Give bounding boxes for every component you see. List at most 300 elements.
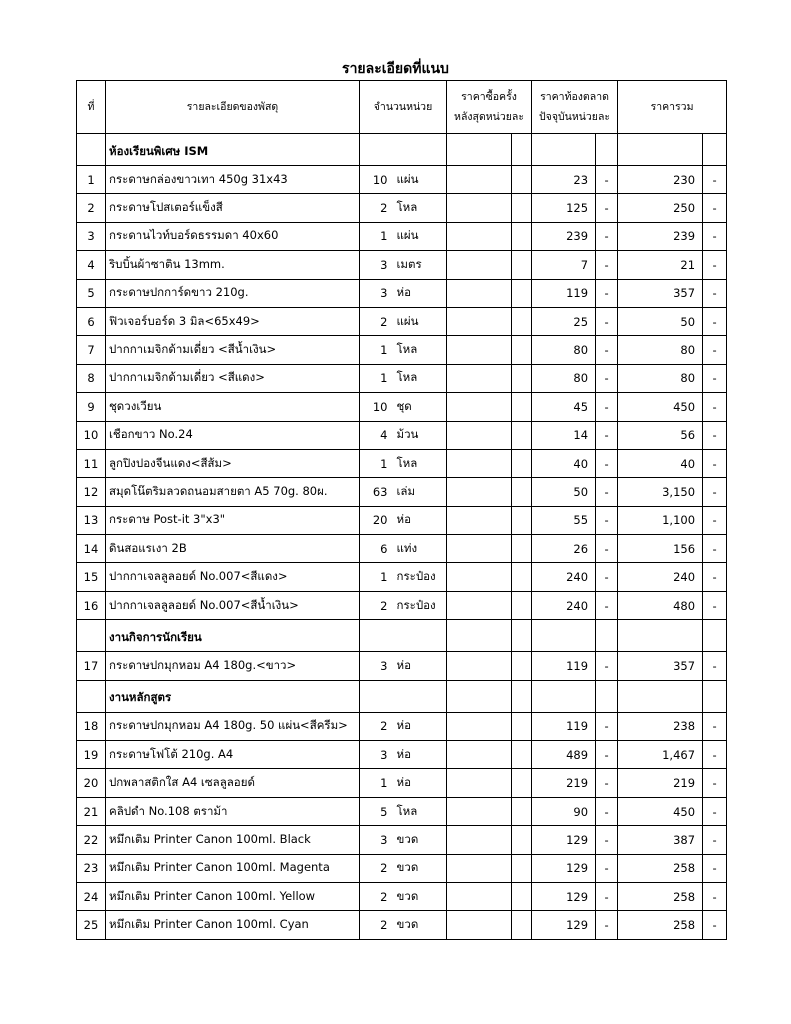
market-price-value: 119 [532, 279, 596, 307]
item-quantity: 1 [360, 336, 392, 364]
last-price-decimal [512, 911, 532, 939]
last-price-decimal [512, 166, 532, 194]
item-description: ฟิวเจอร์บอร์ด 3 มิล<65x49> [106, 307, 360, 335]
table-row [77, 336, 727, 364]
last-price-decimal [512, 535, 532, 563]
last-price-value [447, 449, 512, 477]
last-price-value [447, 591, 512, 619]
row-number: 13 [77, 506, 106, 534]
item-quantity: 10 [360, 393, 392, 421]
table-row [77, 882, 727, 910]
market-price-decimal: - [596, 563, 618, 591]
last-price-value [447, 336, 512, 364]
table-row [77, 652, 727, 680]
market-price-decimal: - [596, 336, 618, 364]
last-price-decimal [512, 826, 532, 854]
table-row [77, 307, 727, 335]
market-price-decimal: - [596, 251, 618, 279]
section-row [77, 620, 727, 652]
total-decimal: - [703, 563, 727, 591]
total-decimal: - [703, 826, 727, 854]
table-row [77, 506, 727, 534]
last-price-value [447, 563, 512, 591]
market-price-decimal: - [596, 449, 618, 477]
item-description: หมึกเติม Printer Canon 100ml. Cyan [106, 911, 360, 939]
row-number: 18 [77, 712, 106, 740]
row-number: 14 [77, 535, 106, 563]
market-price-decimal: - [596, 911, 618, 939]
section-empty-cell [596, 620, 618, 652]
section-no-cell [77, 680, 106, 712]
total-decimal: - [703, 591, 727, 619]
section-empty-cell [532, 134, 596, 166]
market-price-value: 90 [532, 797, 596, 825]
table-row [77, 251, 727, 279]
row-number: 20 [77, 769, 106, 797]
table-row [77, 421, 727, 449]
total-value: 250 [618, 194, 703, 222]
total-value: 450 [618, 797, 703, 825]
last-price-decimal [512, 591, 532, 619]
item-description: กระดาษโฟโต้ 210g. A4 [106, 741, 360, 769]
item-description: หมึกเติม Printer Canon 100ml. Black [106, 826, 360, 854]
item-quantity: 3 [360, 279, 392, 307]
item-description: กระดาษกล่องขาวเทา 450g 31x43 [106, 166, 360, 194]
total-decimal: - [703, 535, 727, 563]
item-quantity: 2 [360, 712, 392, 740]
total-decimal: - [703, 194, 727, 222]
table-row [77, 591, 727, 619]
materials-table [76, 80, 727, 940]
market-price-decimal: - [596, 591, 618, 619]
row-number: 17 [77, 652, 106, 680]
total-decimal: - [703, 712, 727, 740]
market-price-decimal: - [596, 194, 618, 222]
market-price-decimal: - [596, 854, 618, 882]
item-quantity: 2 [360, 307, 392, 335]
table-row [77, 393, 727, 421]
section-row [77, 680, 727, 712]
market-price-value: 50 [532, 478, 596, 506]
total-value: 387 [618, 826, 703, 854]
last-price-decimal [512, 364, 532, 392]
total-value: 258 [618, 882, 703, 910]
row-number: 11 [77, 449, 106, 477]
item-description: ริบบิ้นผ้าซาติน 13mm. [106, 251, 360, 279]
total-decimal: - [703, 741, 727, 769]
total-value: 219 [618, 769, 703, 797]
last-price-value [447, 911, 512, 939]
last-price-value [447, 826, 512, 854]
item-unit: ขวด [392, 911, 447, 939]
table-row [77, 911, 727, 939]
item-quantity: 3 [360, 652, 392, 680]
item-description: ลูกปิงปองจีนแดง<สีส้ม> [106, 449, 360, 477]
header-item: รายละเอียดของพัสดุ [106, 81, 360, 134]
item-unit: ห่อ [392, 769, 447, 797]
total-value: 50 [618, 307, 703, 335]
market-price-decimal: - [596, 769, 618, 797]
total-value: 156 [618, 535, 703, 563]
item-quantity: 2 [360, 194, 392, 222]
row-number: 9 [77, 393, 106, 421]
header-market-price-line2: ปัจจุบันหน่วยละ [539, 111, 611, 123]
item-quantity: 2 [360, 854, 392, 882]
section-title: งานหลักสูตร [106, 680, 360, 712]
total-decimal: - [703, 911, 727, 939]
market-price-value: 7 [532, 251, 596, 279]
last-price-decimal [512, 563, 532, 591]
market-price-decimal: - [596, 712, 618, 740]
section-empty-cell [447, 620, 512, 652]
item-description: หมึกเติม Printer Canon 100ml. Magenta [106, 854, 360, 882]
market-price-decimal: - [596, 307, 618, 335]
item-quantity: 20 [360, 506, 392, 534]
item-unit: กระป๋อง [392, 591, 447, 619]
total-decimal: - [703, 336, 727, 364]
total-decimal: - [703, 364, 727, 392]
section-empty-cell [360, 620, 392, 652]
section-empty-cell [703, 680, 727, 712]
table-row [77, 279, 727, 307]
row-number: 24 [77, 882, 106, 910]
table-row [77, 478, 727, 506]
item-unit: โหล [392, 336, 447, 364]
market-price-decimal: - [596, 279, 618, 307]
item-quantity: 63 [360, 478, 392, 506]
item-unit: ม้วน [392, 421, 447, 449]
item-description: กระดาษ Post-it 3"x3" [106, 506, 360, 534]
section-empty-cell [618, 620, 703, 652]
table-body [77, 134, 727, 940]
item-unit: แผ่น [392, 222, 447, 250]
section-empty-cell [512, 620, 532, 652]
item-quantity: 6 [360, 535, 392, 563]
item-unit: โหล [392, 449, 447, 477]
item-quantity: 4 [360, 421, 392, 449]
last-price-value [447, 535, 512, 563]
last-price-value [447, 882, 512, 910]
market-price-value: 239 [532, 222, 596, 250]
total-value: 230 [618, 166, 703, 194]
market-price-value: 45 [532, 393, 596, 421]
item-quantity: 2 [360, 591, 392, 619]
market-price-decimal: - [596, 506, 618, 534]
item-quantity: 3 [360, 826, 392, 854]
table-row [77, 826, 727, 854]
section-empty-cell [447, 134, 512, 166]
item-unit: เล่ม [392, 478, 447, 506]
item-description: ปากกาเมจิกด้ามเดี่ยว <สีน้ำเงิน> [106, 336, 360, 364]
section-empty-cell [512, 134, 532, 166]
last-price-value [447, 421, 512, 449]
last-price-decimal [512, 478, 532, 506]
table-header-row [77, 81, 727, 134]
item-quantity: 1 [360, 364, 392, 392]
document-title: รายละเอียดที่แนบ [342, 61, 449, 77]
last-price-decimal [512, 769, 532, 797]
last-price-value [447, 652, 512, 680]
row-number: 19 [77, 741, 106, 769]
last-price-decimal [512, 421, 532, 449]
market-price-value: 240 [532, 563, 596, 591]
table-row [77, 741, 727, 769]
section-title: งานกิจการนักเรียน [106, 620, 360, 652]
row-number: 4 [77, 251, 106, 279]
market-price-value: 23 [532, 166, 596, 194]
last-price-decimal [512, 712, 532, 740]
item-unit: ขวด [392, 826, 447, 854]
item-description: กระดาษปกการ์ดขาว 210g. [106, 279, 360, 307]
section-empty-cell [532, 680, 596, 712]
market-price-value: 129 [532, 854, 596, 882]
section-empty-cell [360, 134, 392, 166]
last-price-value [447, 478, 512, 506]
item-quantity: 2 [360, 882, 392, 910]
item-unit: เมตร [392, 251, 447, 279]
total-decimal: - [703, 506, 727, 534]
total-value: 238 [618, 712, 703, 740]
last-price-value [447, 506, 512, 534]
last-price-decimal [512, 797, 532, 825]
section-empty-cell [596, 134, 618, 166]
last-price-value [447, 251, 512, 279]
market-price-value: 119 [532, 652, 596, 680]
item-description: ปกพลาสติกใส A4 เซลลูลอยด์ [106, 769, 360, 797]
last-price-decimal [512, 194, 532, 222]
table-row [77, 854, 727, 882]
item-quantity: 3 [360, 741, 392, 769]
market-price-decimal: - [596, 797, 618, 825]
market-price-value: 489 [532, 741, 596, 769]
table-row [77, 769, 727, 797]
last-price-value [447, 194, 512, 222]
item-unit: แท่ง [392, 535, 447, 563]
total-decimal: - [703, 393, 727, 421]
last-price-decimal [512, 251, 532, 279]
market-price-value: 55 [532, 506, 596, 534]
item-quantity: 1 [360, 449, 392, 477]
last-price-value [447, 307, 512, 335]
section-title: ห้องเรียนพิเศษ ISM [106, 134, 360, 166]
item-unit: แผ่น [392, 307, 447, 335]
market-price-value: 40 [532, 449, 596, 477]
last-price-value [447, 279, 512, 307]
section-empty-cell [618, 680, 703, 712]
total-value: 21 [618, 251, 703, 279]
market-price-value: 80 [532, 336, 596, 364]
total-value: 3,150 [618, 478, 703, 506]
row-number: 3 [77, 222, 106, 250]
section-empty-cell [392, 680, 447, 712]
item-unit: โหล [392, 194, 447, 222]
market-price-decimal: - [596, 535, 618, 563]
header-last-price-line1: ราคาซื้อครั้ง [461, 91, 517, 103]
market-price-value: 14 [532, 421, 596, 449]
row-number: 6 [77, 307, 106, 335]
table-row [77, 166, 727, 194]
table-row [77, 797, 727, 825]
total-decimal: - [703, 797, 727, 825]
item-unit: โหล [392, 797, 447, 825]
item-description: คลิปดำ No.108 ตราม้า [106, 797, 360, 825]
header-last-price [447, 81, 532, 134]
row-number: 25 [77, 911, 106, 939]
market-price-value: 129 [532, 911, 596, 939]
item-description: กระดาษโปสเตอร์แข็งสี [106, 194, 360, 222]
total-decimal: - [703, 854, 727, 882]
item-description: กระดานไวท์บอร์ดธรรมดา 40x60 [106, 222, 360, 250]
row-number: 5 [77, 279, 106, 307]
total-decimal: - [703, 652, 727, 680]
header-qty-unit: จำนวนหน่วย [360, 81, 447, 134]
table-row [77, 364, 727, 392]
market-price-value: 125 [532, 194, 596, 222]
item-quantity: 10 [360, 166, 392, 194]
total-decimal: - [703, 478, 727, 506]
last-price-decimal [512, 279, 532, 307]
market-price-decimal: - [596, 478, 618, 506]
last-price-decimal [512, 336, 532, 364]
total-value: 80 [618, 336, 703, 364]
market-price-decimal: - [596, 826, 618, 854]
table-row [77, 449, 727, 477]
last-price-decimal [512, 222, 532, 250]
market-price-decimal: - [596, 393, 618, 421]
last-price-value [447, 741, 512, 769]
last-price-value [447, 797, 512, 825]
section-empty-cell [532, 620, 596, 652]
market-price-decimal: - [596, 166, 618, 194]
last-price-decimal [512, 882, 532, 910]
total-value: 1,467 [618, 741, 703, 769]
table-row [77, 712, 727, 740]
row-number: 16 [77, 591, 106, 619]
section-empty-cell [392, 134, 447, 166]
row-number: 15 [77, 563, 106, 591]
item-description: ปากกาเมจิกด้ามเดี่ยว <สีแดง> [106, 364, 360, 392]
total-decimal: - [703, 769, 727, 797]
total-decimal: - [703, 882, 727, 910]
last-price-decimal [512, 393, 532, 421]
item-description: ปากกาเจลลูลอยด์ No.007<สีแดง> [106, 563, 360, 591]
total-value: 258 [618, 854, 703, 882]
item-description: สมุดโน๊ตริมลวดถนอมสายตา A5 70g. 80ผ. [106, 478, 360, 506]
header-market-price [532, 81, 618, 134]
last-price-decimal [512, 741, 532, 769]
item-description: เชือกขาว No.24 [106, 421, 360, 449]
section-empty-cell [596, 680, 618, 712]
market-price-decimal: - [596, 882, 618, 910]
section-empty-cell [392, 620, 447, 652]
total-value: 40 [618, 449, 703, 477]
row-number: 23 [77, 854, 106, 882]
total-value: 480 [618, 591, 703, 619]
total-decimal: - [703, 222, 727, 250]
row-number: 22 [77, 826, 106, 854]
table-row [77, 194, 727, 222]
item-unit: ชุด [392, 393, 447, 421]
last-price-value [447, 393, 512, 421]
table-row [77, 563, 727, 591]
market-price-value: 240 [532, 591, 596, 619]
table-row [77, 535, 727, 563]
item-description: หมึกเติม Printer Canon 100ml. Yellow [106, 882, 360, 910]
last-price-decimal [512, 652, 532, 680]
last-price-decimal [512, 506, 532, 534]
row-number: 7 [77, 336, 106, 364]
section-empty-cell [618, 134, 703, 166]
last-price-decimal [512, 307, 532, 335]
market-price-value: 129 [532, 882, 596, 910]
item-description: กระดาษปกมุกหอม A4 180g.<ขาว> [106, 652, 360, 680]
section-empty-cell [703, 620, 727, 652]
market-price-value: 219 [532, 769, 596, 797]
item-description: ชุดวงเวียน [106, 393, 360, 421]
last-price-decimal [512, 854, 532, 882]
section-no-cell [77, 620, 106, 652]
item-unit: ห่อ [392, 712, 447, 740]
item-description: กระดาษปกมุกหอม A4 180g. 50 แผ่น<สีครีม> [106, 712, 360, 740]
item-unit: โหล [392, 364, 447, 392]
last-price-value [447, 712, 512, 740]
section-empty-cell [703, 134, 727, 166]
last-price-decimal [512, 449, 532, 477]
header-market-price-line1: ราคาท้องตลาด [540, 91, 609, 103]
header-last-price-line2: หลังสุดหน่วยละ [454, 111, 524, 123]
row-number: 10 [77, 421, 106, 449]
market-price-decimal: - [596, 222, 618, 250]
item-quantity: 5 [360, 797, 392, 825]
row-number: 12 [77, 478, 106, 506]
total-value: 450 [618, 393, 703, 421]
total-value: 56 [618, 421, 703, 449]
market-price-decimal: - [596, 364, 618, 392]
market-price-value: 26 [532, 535, 596, 563]
item-unit: ห่อ [392, 506, 447, 534]
total-decimal: - [703, 166, 727, 194]
last-price-value [447, 769, 512, 797]
total-value: 258 [618, 911, 703, 939]
item-unit: กระป๋อง [392, 563, 447, 591]
total-decimal: - [703, 279, 727, 307]
item-unit: ขวด [392, 854, 447, 882]
total-value: 357 [618, 652, 703, 680]
market-price-decimal: - [596, 741, 618, 769]
item-description: ปากกาเจลลูลอยด์ No.007<สีน้ำเงิน> [106, 591, 360, 619]
section-row [77, 134, 727, 166]
item-description: ดินสอแรเงา 2B [106, 535, 360, 563]
row-number: 21 [77, 797, 106, 825]
last-price-value [447, 364, 512, 392]
row-number: 2 [77, 194, 106, 222]
last-price-value [447, 166, 512, 194]
total-value: 80 [618, 364, 703, 392]
market-price-decimal: - [596, 652, 618, 680]
item-quantity: 1 [360, 222, 392, 250]
item-quantity: 3 [360, 251, 392, 279]
market-price-value: 80 [532, 364, 596, 392]
item-quantity: 1 [360, 563, 392, 591]
total-value: 1,100 [618, 506, 703, 534]
total-value: 357 [618, 279, 703, 307]
item-unit: ห่อ [392, 279, 447, 307]
total-value: 239 [618, 222, 703, 250]
item-unit: ขวด [392, 882, 447, 910]
market-price-value: 25 [532, 307, 596, 335]
item-unit: ห่อ [392, 652, 447, 680]
section-empty-cell [512, 680, 532, 712]
